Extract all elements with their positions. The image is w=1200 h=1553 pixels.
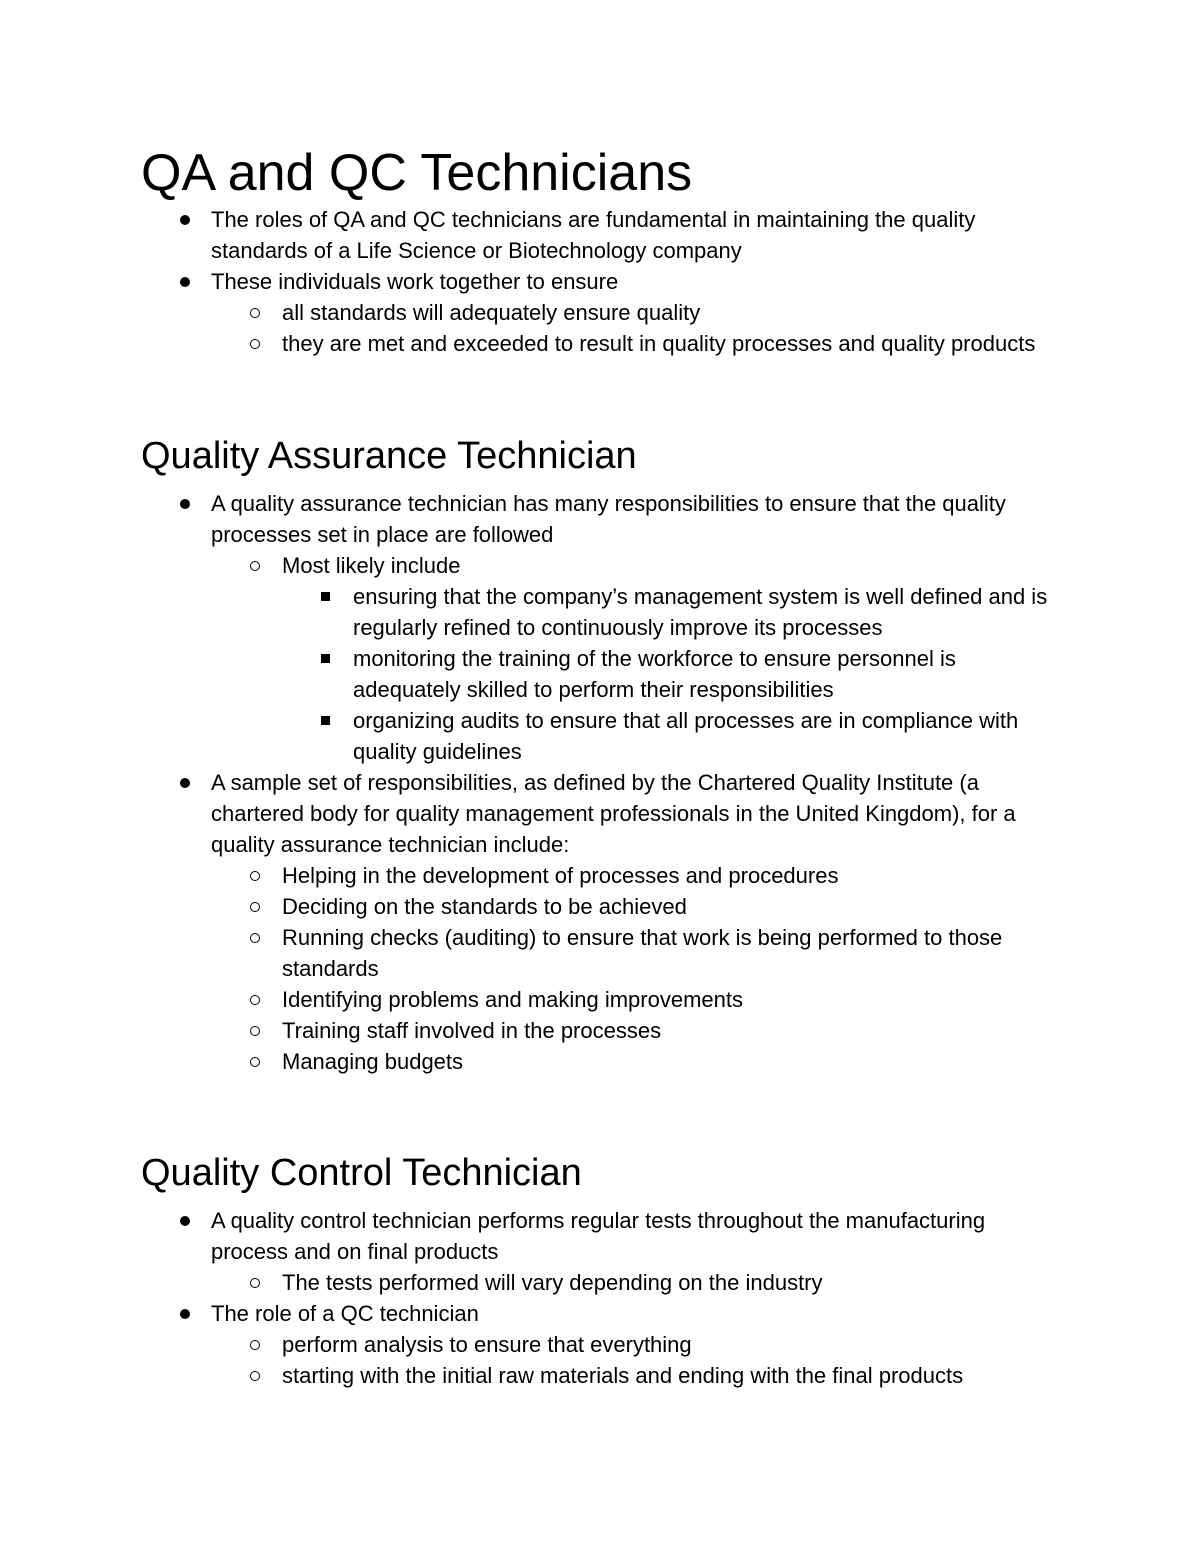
bullet-square-icon — [321, 654, 330, 663]
bullet-circle-icon — [250, 308, 260, 318]
bullet-circle-icon — [250, 1057, 260, 1067]
bullet-disc-icon — [180, 215, 190, 225]
intro-bullet-list — [0, 204, 1062, 359]
list-item: The tests performed will vary depending on the industry — [282, 1267, 1062, 1298]
list-item: starting with the initial raw materials and ending with the final products — [282, 1360, 1062, 1391]
list-item: all standards will adequately ensure quality — [282, 297, 1062, 328]
list-item: Identifying problems and making improvements — [282, 984, 1062, 1015]
list-item: These individuals work together to ensure — [211, 266, 1061, 297]
bullet-disc-icon — [180, 277, 190, 287]
bullet-disc-icon — [180, 1309, 190, 1319]
bullet-circle-icon — [250, 871, 260, 881]
list-item: A sample set of responsibilities, as defined by the Chartered Quality Institute (a chartered body for quality management professionals in the United Kingdom), for a quality assurance technician include: — [211, 767, 1061, 860]
bullet-circle-icon — [250, 561, 260, 571]
list-item: organizing audits to ensure that all processes are in compliance with quality guidelines — [353, 705, 1053, 767]
bullet-square-icon — [321, 716, 330, 725]
bullet-circle-icon — [250, 1278, 260, 1288]
bullet-disc-icon — [180, 1216, 190, 1226]
bullet-disc-icon — [180, 499, 190, 509]
bullet-circle-icon — [250, 995, 260, 1005]
list-item: A quality assurance technician has many responsibilities to ensure that the quality processes set in place are followed — [211, 488, 1061, 550]
list-item: they are met and exceeded to result in quality processes and quality products — [282, 328, 1062, 359]
bullet-disc-icon — [180, 778, 190, 788]
list-item: The roles of QA and QC technicians are fundamental in maintaining the quality standards of a Life Science or Biotechnology company — [211, 204, 1061, 266]
bullet-circle-icon — [250, 933, 260, 943]
bullet-circle-icon — [250, 1371, 260, 1381]
list-item: perform analysis to ensure that everything — [282, 1329, 1062, 1360]
bullet-circle-icon — [250, 902, 260, 912]
bullet-circle-icon — [250, 339, 260, 349]
bullet-circle-icon — [250, 1340, 260, 1350]
qa-bullet-list — [0, 488, 1062, 1077]
list-item: ensuring that the company’s management system is well defined and is regularly refined to continuously improve its processes — [353, 581, 1053, 643]
list-item: A quality control technician performs regular tests throughout the manufacturing process and on final products — [211, 1205, 1061, 1267]
bullet-square-icon — [321, 592, 330, 601]
list-item: Deciding on the standards to be achieved — [282, 891, 1062, 922]
list-item: The role of a QC technician — [211, 1298, 1061, 1329]
qa-section-heading: Quality Assurance Technician — [141, 435, 637, 477]
bullet-circle-icon — [250, 1026, 260, 1036]
list-item: Training staff involved in the processes — [282, 1015, 1062, 1046]
list-item: Running checks (auditing) to ensure that work is being performed to those standards — [282, 922, 1062, 984]
list-item: monitoring the training of the workforce to ensure personnel is adequately skilled to perform their responsibilities — [353, 643, 1053, 705]
qc-bullet-list — [0, 1205, 1062, 1391]
qc-section-heading: Quality Control Technician — [141, 1152, 582, 1194]
page-title: QA and QC Technicians — [141, 144, 693, 202]
list-item: Managing budgets — [282, 1046, 1062, 1077]
list-item: Most likely include — [282, 550, 1062, 581]
list-item: Helping in the development of processes and procedures — [282, 860, 1062, 891]
